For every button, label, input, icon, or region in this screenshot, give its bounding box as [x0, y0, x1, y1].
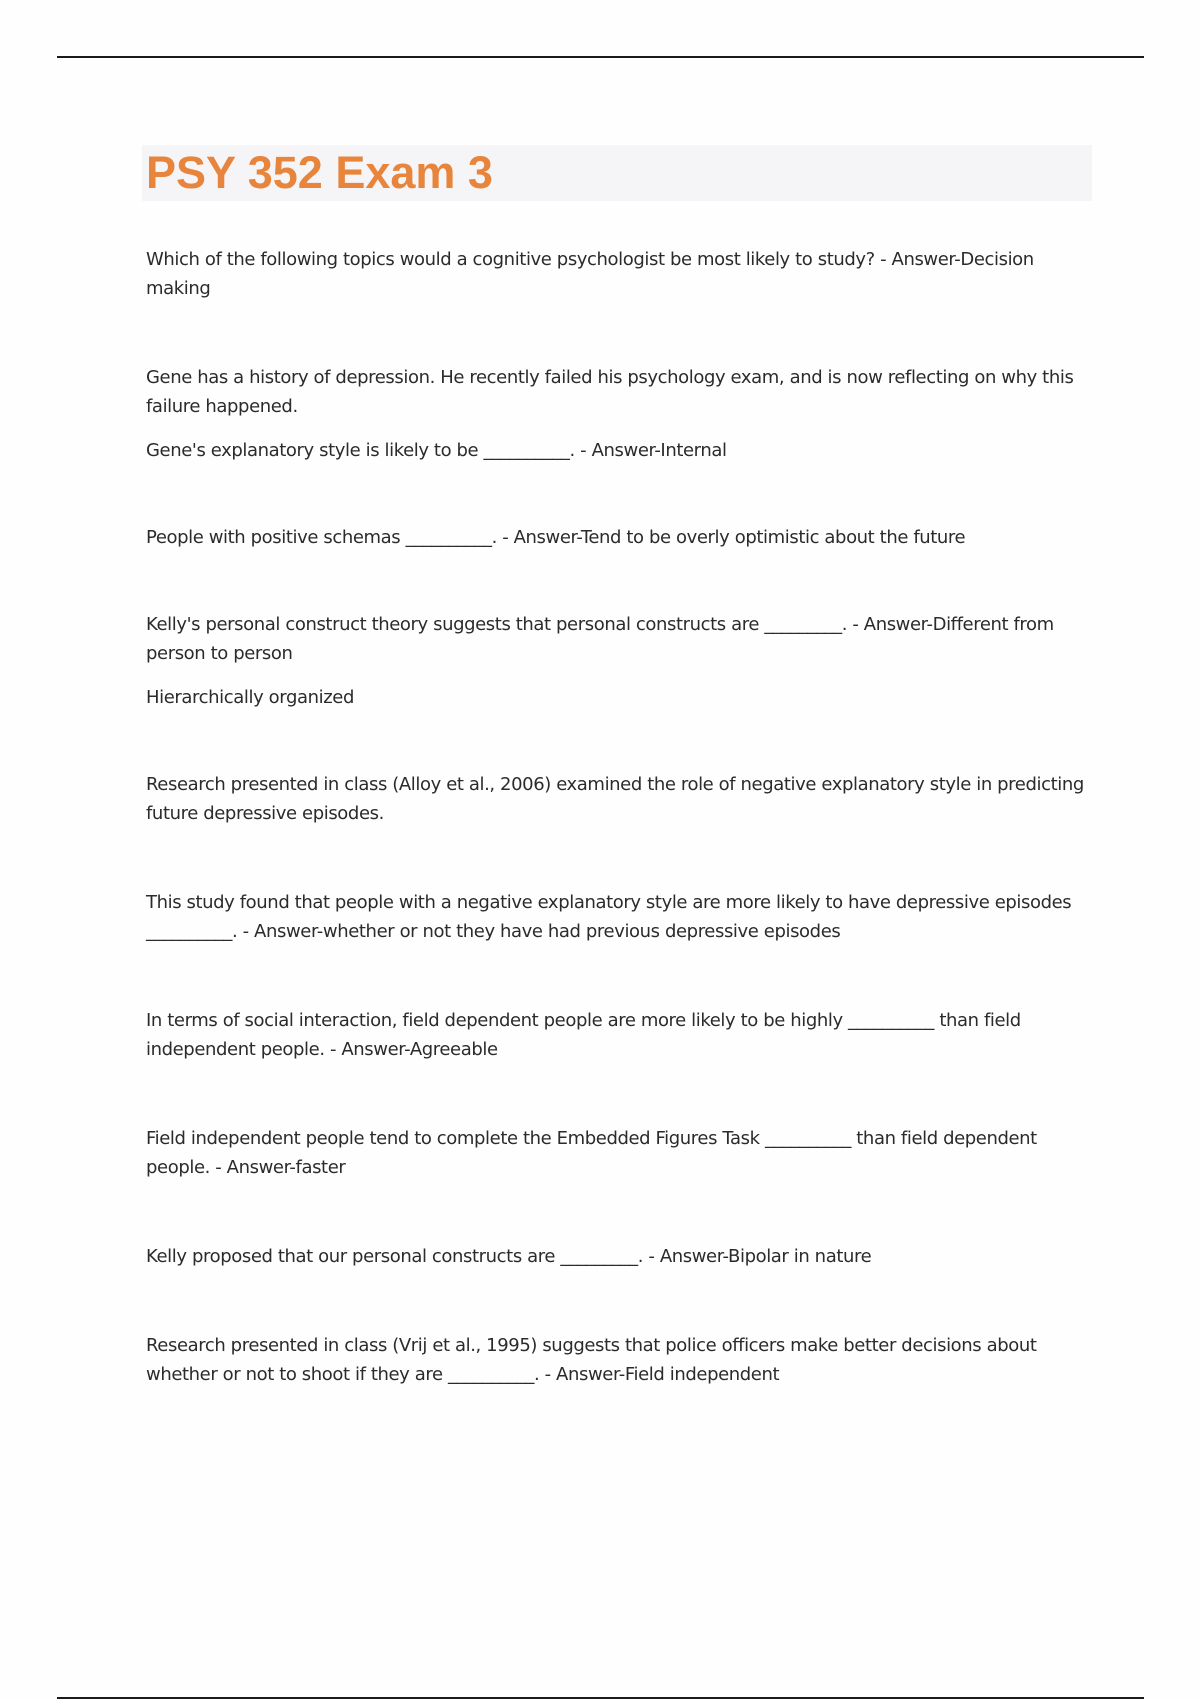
qa-item	[146, 363, 1086, 465]
qa-text: Gene has a history of depression. He recently failed his psychology exam, and is now reflecting on why this failure happened.	[146, 367, 1074, 417]
qa-text: Research presented in class (Alloy et al., 2006) examined the role of negative explanatory style in predicting future depressive episodes.	[146, 774, 1084, 824]
qa-text: Research presented in class (Vrij et al., 1995) suggests that police officers make better decisions about whether or not to shoot if they are __________. - Answer-Field independent	[146, 1335, 1037, 1385]
qa-text: Kelly proposed that our personal constructs are _________. - Answer-Bipolar in nature	[146, 1246, 872, 1267]
question-list	[146, 245, 1086, 1389]
qa-text: People with positive schemas __________. - Answer-Tend to be overly optimistic about the future	[146, 527, 966, 548]
qa-text: Field independent people tend to complete the Embedded Figures Task __________ than field dependent people. - Answer-faster	[146, 1128, 1037, 1178]
qa-text: Hierarchically organized	[146, 687, 354, 708]
bottom-rule	[57, 1697, 1144, 1699]
qa-item	[146, 1331, 1086, 1389]
qa-item	[146, 1242, 1086, 1271]
qa-item	[146, 1124, 1086, 1182]
qa-text: This study found that people with a negative explanatory style are more likely to have depressive episodes __________. - Answer-whether or not they have had previous depressive episodes	[146, 892, 1072, 942]
qa-text: Which of the following topics would a cognitive psychologist be most likely to study? - Answer-Decision making	[146, 249, 1034, 299]
qa-item	[146, 770, 1086, 828]
qa-text: Gene's explanatory style is likely to be __________. - Answer-Internal	[146, 440, 727, 461]
qa-text: In terms of social interaction, field dependent people are more likely to be highly __________ than field independent people. - Answer-Agreeable	[146, 1010, 1021, 1060]
top-rule	[57, 56, 1144, 58]
qa-item	[146, 610, 1086, 712]
qa-item	[146, 523, 1086, 552]
document-title: PSY 352 Exam 3	[146, 147, 493, 198]
qa-item	[146, 245, 1086, 303]
qa-item	[146, 888, 1086, 946]
qa-item	[146, 1006, 1086, 1064]
qa-text: Kelly's personal construct theory suggests that personal constructs are _________. - Answer-Different from person to person	[146, 614, 1054, 664]
